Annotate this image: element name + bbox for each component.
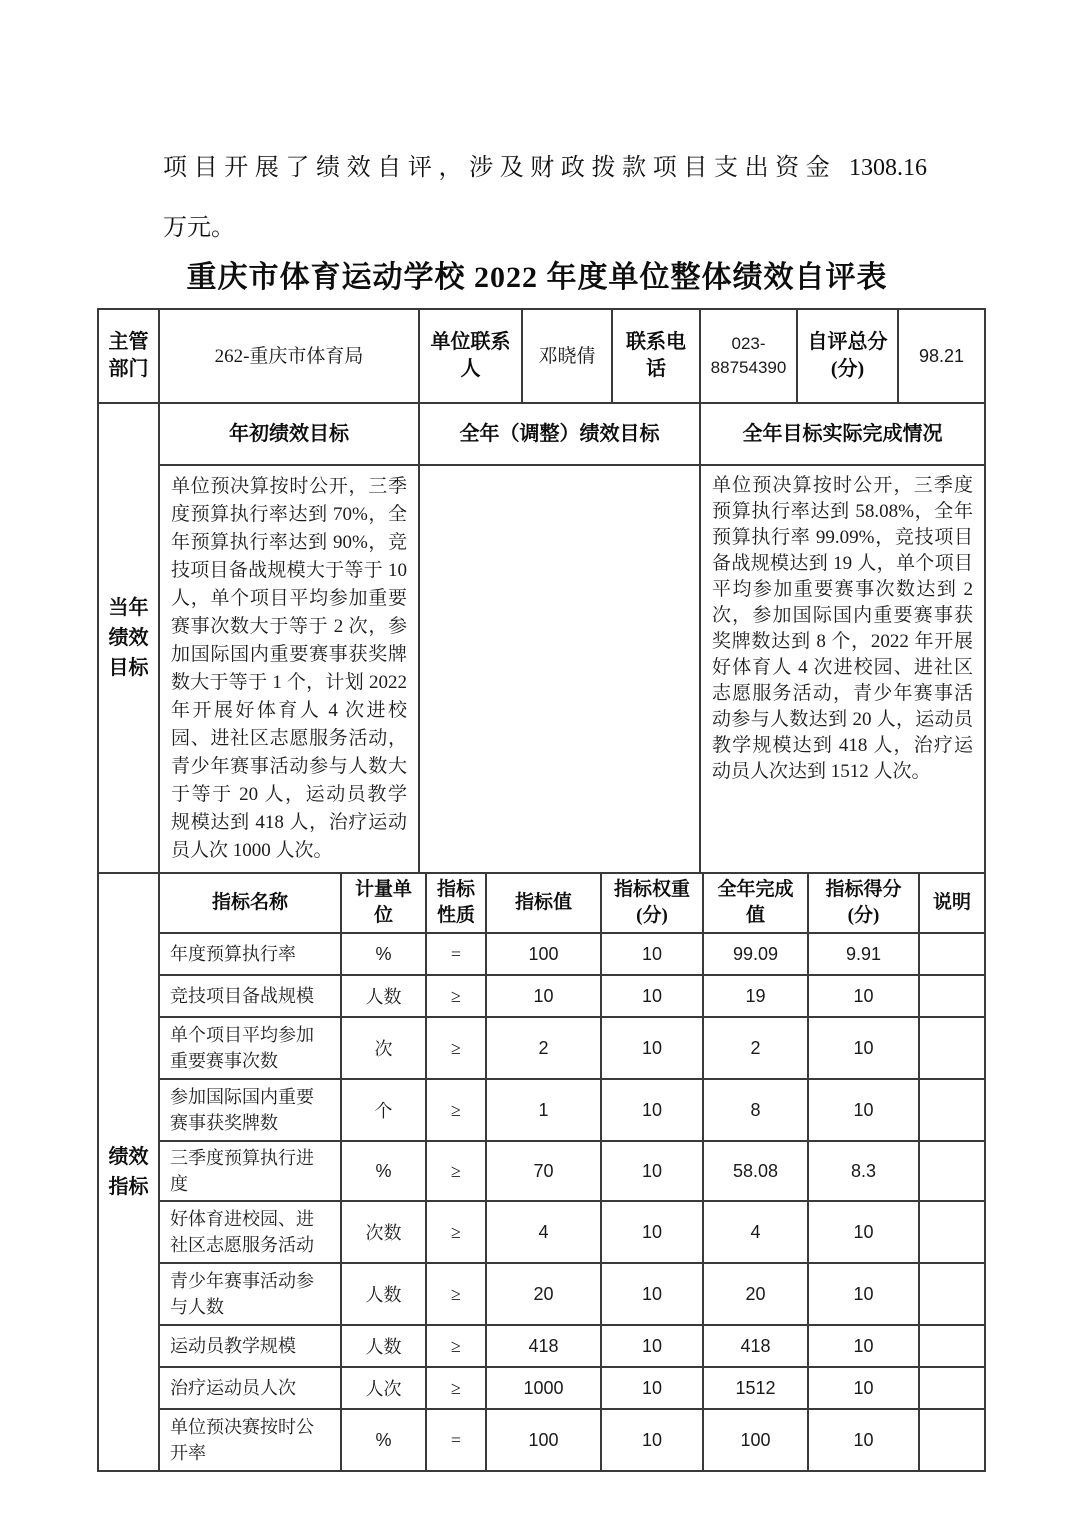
indicator-name-cell: 青少年赛事活动参与人数 [159, 1263, 341, 1325]
indicator-actual-cell: 418 [703, 1325, 808, 1367]
indicator-row [98, 1325, 985, 1367]
indicator-note-cell [919, 1367, 985, 1409]
indicator-score-cell: 10 [808, 1409, 919, 1471]
indicator-actual-cell: 4 [703, 1201, 808, 1263]
goal-adjusted-text-cell [419, 465, 700, 873]
score-label-cell: 自评总分(分) [797, 309, 898, 403]
indicator-name-cell: 参加国际国内重要赛事获奖牌数 [159, 1079, 341, 1141]
indicator-unit-cell: % [341, 1409, 426, 1471]
indicator-row [98, 1017, 985, 1079]
indicator-weight-cell: 10 [601, 1409, 703, 1471]
indicator-row [98, 1201, 985, 1263]
col-header-note: 说明 [919, 873, 985, 933]
indicator-row [98, 1409, 985, 1471]
indicator-score-cell: 10 [808, 1017, 919, 1079]
indicator-value-cell: 70 [486, 1141, 601, 1201]
indicator-score-cell: 10 [808, 1263, 919, 1325]
indicator-score-cell: 10 [808, 1201, 919, 1263]
indicator-unit-cell: 人次 [341, 1367, 426, 1409]
col-header-unit: 计量单位 [341, 873, 426, 933]
indicator-score-cell: 10 [808, 1325, 919, 1367]
dept-value-cell: 262-重庆市体育局 [159, 309, 419, 403]
indicator-actual-cell: 19 [703, 975, 808, 1017]
indicator-name-cell: 年度预算执行率 [159, 933, 341, 975]
indicator-score-cell: 10 [808, 1367, 919, 1409]
indicator-nature-cell: ≥ [426, 1263, 486, 1325]
indicator-value-cell: 1 [486, 1079, 601, 1141]
indicator-weight-cell: 10 [601, 1367, 703, 1409]
indicator-name-cell: 三季度预算执行进度 [159, 1141, 341, 1201]
indicator-unit-cell: 人数 [341, 1325, 426, 1367]
indicator-weight-cell: 10 [601, 1079, 703, 1141]
indicator-name-cell: 运动员教学规模 [159, 1325, 341, 1367]
indicator-nature-cell: = [426, 933, 486, 975]
indicator-row [98, 1141, 985, 1201]
phone-value-cell: 023-88754390 [700, 309, 797, 403]
indicator-score-cell: 8.3 [808, 1141, 919, 1201]
indicators-table [97, 872, 986, 1472]
indicator-weight-cell: 10 [601, 1017, 703, 1079]
indicator-name-cell: 好体育进校园、进社区志愿服务活动 [159, 1201, 341, 1263]
indicator-score-cell: 10 [808, 1079, 919, 1141]
dept-label-cell: 主管部门 [98, 309, 159, 403]
indicator-weight-cell: 10 [601, 1263, 703, 1325]
goals-header-row [98, 403, 985, 465]
indicator-row [98, 975, 985, 1017]
indicators-row-label-cell: 绩效指标 [98, 873, 159, 1471]
indicator-unit-cell: 人数 [341, 1263, 426, 1325]
indicator-value-cell: 100 [486, 933, 601, 975]
info-table [97, 308, 986, 404]
goal-actual-header-cell: 全年目标实际完成情况 [700, 403, 985, 465]
indicator-unit-cell: 人数 [341, 975, 426, 1017]
col-header-value: 指标值 [486, 873, 601, 933]
col-header-weight: 指标权重(分) [601, 873, 703, 933]
goal-adjusted-header-cell: 全年（调整）绩效目标 [419, 403, 700, 465]
indicator-note-cell [919, 1201, 985, 1263]
indicator-weight-cell: 10 [601, 933, 703, 975]
indicator-nature-cell: ≥ [426, 1141, 486, 1201]
indicator-note-cell [919, 1079, 985, 1141]
indicator-weight-cell: 10 [601, 1141, 703, 1201]
indicator-unit-cell: 次数 [341, 1201, 426, 1263]
goal-initial-text-cell: 单位预决算按时公开，三季度预算执行率达到 70%，全年预算执行率达到 90%，竞技项目备战规模大于等于 10 人，单个项目平均参加重要赛事次数大于等于 2 次，参加国际国内重要赛事获奖牌数大于等于 1 个，计划 2022 年开展好体育人 4 次进校园、进社区志愿服务活动，青少年赛事活动参与人数大于等于 20 人，运动员教学规模达到 418 人，治疗运动员人次 1000 人次。 [159, 465, 419, 873]
indicator-nature-cell: ≥ [426, 1201, 486, 1263]
indicator-note-cell [919, 1141, 985, 1201]
info-row [98, 309, 985, 403]
col-header-score: 指标得分(分) [808, 873, 919, 933]
intro-line-2: 万元。 [163, 215, 235, 241]
indicator-value-cell: 418 [486, 1325, 601, 1367]
indicator-score-cell: 10 [808, 975, 919, 1017]
indicator-unit-cell: 个 [341, 1079, 426, 1141]
indicator-weight-cell: 10 [601, 1325, 703, 1367]
goal-actual-text-cell: 单位预决算按时公开，三季度预算执行率达到 58.08%，全年预算执行率 99.09%，竞技项目备战规模达到 19 人，单个项目平均参加重要赛事次数达到 2 次，参加国际国内重要赛事获奖牌数达到 8 个，2022 年开展好体育人 4 次进校园、进社区志愿服务活动，青少年赛事活动参与人数达到 20 人，运动员教学规模达到 418 人，治疗运动员人次达到 1512 人次。 [700, 465, 985, 873]
indicator-nature-cell: ≥ [426, 975, 486, 1017]
indicator-nature-cell: ≥ [426, 1367, 486, 1409]
col-header-name: 指标名称 [159, 873, 341, 933]
goals-table [97, 402, 986, 874]
indicator-row [98, 1263, 985, 1325]
indicator-note-cell [919, 1325, 985, 1367]
indicator-unit-cell: % [341, 1141, 426, 1201]
indicator-actual-cell: 8 [703, 1079, 808, 1141]
goal-initial-header-cell: 年初绩效目标 [159, 403, 419, 465]
indicator-value-cell: 10 [486, 975, 601, 1017]
indicator-unit-cell: % [341, 933, 426, 975]
indicator-name-cell: 单个项目平均参加重要赛事次数 [159, 1017, 341, 1079]
indicator-actual-cell: 1512 [703, 1367, 808, 1409]
indicator-value-cell: 1000 [486, 1367, 601, 1409]
indicator-actual-cell: 20 [703, 1263, 808, 1325]
phone-label-cell: 联系电话 [612, 309, 700, 403]
indicator-actual-cell: 2 [703, 1017, 808, 1079]
intro-line-1: 项目开展了绩效自评，涉及财政拨款项目支出资金 1308.16 [163, 155, 927, 181]
indicator-row [98, 933, 985, 975]
indicator-note-cell [919, 933, 985, 975]
indicator-nature-cell: ≥ [426, 1079, 486, 1141]
indicator-score-cell: 9.91 [808, 933, 919, 975]
self-evaluation-table [97, 308, 984, 1472]
indicator-actual-cell: 58.08 [703, 1141, 808, 1201]
indicator-value-cell: 4 [486, 1201, 601, 1263]
goals-row-label-cell: 当年绩效目标 [98, 403, 159, 873]
indicator-value-cell: 2 [486, 1017, 601, 1079]
page-title: 重庆市体育运动学校 2022 年度单位整体绩效自评表 [186, 261, 888, 294]
indicator-nature-cell: = [426, 1409, 486, 1471]
col-header-nature: 指标性质 [426, 873, 486, 933]
indicator-value-cell: 20 [486, 1263, 601, 1325]
indicator-name-cell: 竞技项目备战规模 [159, 975, 341, 1017]
indicator-actual-cell: 99.09 [703, 933, 808, 975]
contact-label-cell: 单位联系人 [419, 309, 522, 403]
indicator-note-cell [919, 975, 985, 1017]
indicator-name-cell: 单位预决赛按时公开率 [159, 1409, 341, 1471]
indicator-weight-cell: 10 [601, 1201, 703, 1263]
indicator-value-cell: 100 [486, 1409, 601, 1471]
intro-paragraph [163, 138, 927, 258]
indicator-row [98, 1079, 985, 1141]
indicators-header-row [98, 873, 985, 933]
indicator-nature-cell: ≥ [426, 1017, 486, 1079]
col-header-actual: 全年完成值 [703, 873, 808, 933]
indicator-note-cell [919, 1263, 985, 1325]
indicator-actual-cell: 100 [703, 1409, 808, 1471]
indicator-name-cell: 治疗运动员人次 [159, 1367, 341, 1409]
goals-body-row [98, 465, 985, 873]
indicator-unit-cell: 次 [341, 1017, 426, 1079]
score-value-cell: 98.21 [898, 309, 985, 403]
indicator-row [98, 1367, 985, 1409]
indicator-note-cell [919, 1409, 985, 1471]
contact-value-cell: 邓晓倩 [522, 309, 612, 403]
indicator-weight-cell: 10 [601, 975, 703, 1017]
indicator-nature-cell: ≥ [426, 1325, 486, 1367]
indicator-note-cell [919, 1017, 985, 1079]
